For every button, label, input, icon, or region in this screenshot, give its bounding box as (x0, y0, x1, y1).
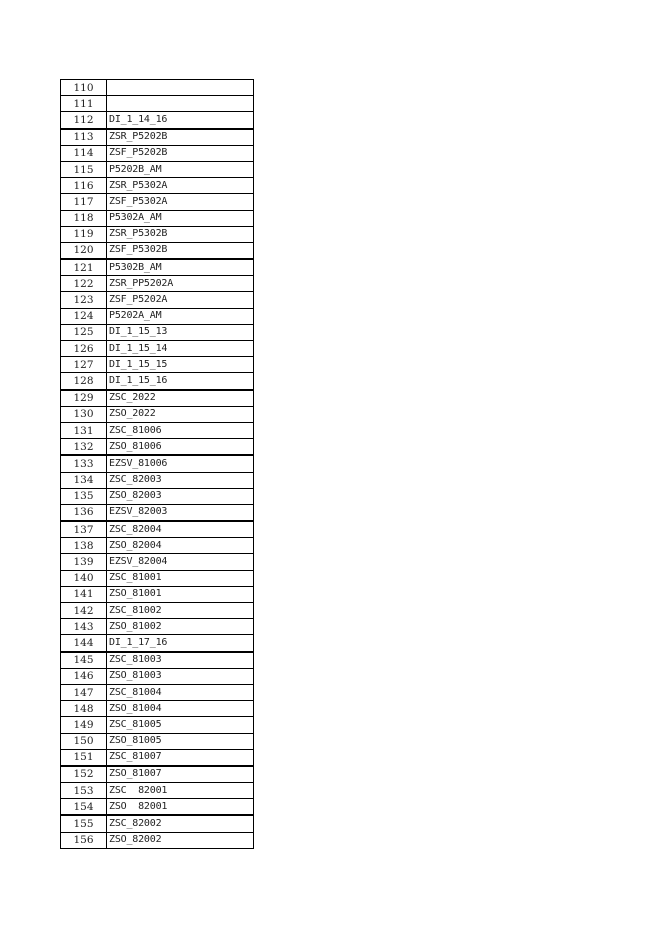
row-number-cell: 130 (61, 406, 107, 422)
table-row (61, 259, 254, 276)
tag-name-cell: ZSC_2022 (107, 390, 254, 407)
tag-name-cell: ZSO_81004 (107, 701, 254, 717)
tag-name-cell: ZSO_82004 (107, 538, 254, 554)
table-row (61, 112, 254, 129)
table-row (61, 733, 254, 749)
row-number-cell: 147 (61, 684, 107, 700)
tag-name-cell: ZSC_82002 (107, 815, 254, 832)
row-number-cell: 141 (61, 586, 107, 602)
tag-name-cell: ZSC_81006 (107, 422, 254, 438)
tag-name-cell: DI_1_15_16 (107, 373, 254, 390)
tag-name-cell: ZSC_81007 (107, 749, 254, 766)
tag-name-cell: ZSR_P5302B (107, 226, 254, 242)
table-row (61, 341, 254, 357)
row-number-cell: 156 (61, 832, 107, 848)
row-number-cell: 113 (61, 129, 107, 146)
row-number-cell: 136 (61, 504, 107, 521)
table-body (61, 80, 254, 849)
tag-name-cell: ZSF_P5202A (107, 292, 254, 308)
table-row (61, 145, 254, 161)
table-row (61, 308, 254, 324)
row-number-cell: 127 (61, 357, 107, 373)
table-row (61, 242, 254, 259)
table-row (61, 619, 254, 635)
tag-name-cell: ZSF_P5302B (107, 242, 254, 259)
tag-name-cell: DI_1_15_13 (107, 324, 254, 340)
row-number-cell: 155 (61, 815, 107, 832)
table-row (61, 586, 254, 602)
tag-name-cell (107, 80, 254, 96)
tag-name-cell: ZSO_81002 (107, 619, 254, 635)
row-number-cell: 146 (61, 668, 107, 684)
row-number-cell: 151 (61, 749, 107, 766)
row-number-cell: 133 (61, 455, 107, 472)
tag-name-cell: DI_1_14_16 (107, 112, 254, 129)
table-row (61, 554, 254, 570)
tag-name-cell: DI_1_17_16 (107, 635, 254, 652)
row-number-cell: 126 (61, 341, 107, 357)
table-row (61, 749, 254, 766)
table-row (61, 80, 254, 96)
row-number-cell: 114 (61, 145, 107, 161)
table-row (61, 210, 254, 226)
table-row (61, 178, 254, 194)
table-row (61, 373, 254, 390)
row-number-cell: 122 (61, 276, 107, 292)
tag-name-cell: ZSO_82003 (107, 488, 254, 504)
row-number-cell: 120 (61, 242, 107, 259)
tag-name-cell: ZSO_81007 (107, 766, 254, 783)
row-number-cell: 132 (61, 439, 107, 456)
tag-name-cell: P5302B_AM (107, 259, 254, 276)
row-number-cell: 154 (61, 799, 107, 816)
table-row (61, 406, 254, 422)
row-number-cell: 121 (61, 259, 107, 276)
table-row (61, 815, 254, 832)
tag-name-cell: EZSV_81006 (107, 455, 254, 472)
tag-name-cell: ZSO_81001 (107, 586, 254, 602)
row-number-cell: 124 (61, 308, 107, 324)
row-number-cell: 131 (61, 422, 107, 438)
table-row (61, 570, 254, 586)
row-number-cell: 118 (61, 210, 107, 226)
tag-name-cell: ZSO 82001 (107, 799, 254, 816)
table-row (61, 194, 254, 210)
tag-name-cell: DI_1_15_15 (107, 357, 254, 373)
row-number-cell: 119 (61, 226, 107, 242)
table-row (61, 357, 254, 373)
table-row (61, 276, 254, 292)
tag-name-cell: P5202A_AM (107, 308, 254, 324)
table-row (61, 472, 254, 488)
tag-name-cell: ZSR_P5302A (107, 178, 254, 194)
io-tag-table (60, 79, 254, 849)
tag-name-cell: ZSF_P5302A (107, 194, 254, 210)
row-number-cell: 125 (61, 324, 107, 340)
table-row (61, 521, 254, 538)
tag-name-cell: ZSC_82003 (107, 472, 254, 488)
tag-name-cell: ZSC 82001 (107, 783, 254, 799)
row-number-cell: 138 (61, 538, 107, 554)
row-number-cell: 150 (61, 733, 107, 749)
tag-name-cell: ZSC_81001 (107, 570, 254, 586)
row-number-cell: 128 (61, 373, 107, 390)
tag-name-cell: P5302A_AM (107, 210, 254, 226)
table-row (61, 422, 254, 438)
row-number-cell: 111 (61, 96, 107, 112)
tag-name-cell: ZSO_2022 (107, 406, 254, 422)
row-number-cell: 137 (61, 521, 107, 538)
table-row (61, 390, 254, 407)
table-row (61, 488, 254, 504)
table-row (61, 652, 254, 669)
tag-name-cell: ZSC_81002 (107, 603, 254, 619)
tag-name-cell: EZSV_82003 (107, 504, 254, 521)
table-row (61, 701, 254, 717)
tag-name-cell: ZSO_81003 (107, 668, 254, 684)
row-number-cell: 142 (61, 603, 107, 619)
table-row (61, 504, 254, 521)
row-number-cell: 112 (61, 112, 107, 129)
row-number-cell: 145 (61, 652, 107, 669)
tag-name-cell: ZSC_81004 (107, 684, 254, 700)
table-row (61, 292, 254, 308)
table-row (61, 226, 254, 242)
table-row (61, 129, 254, 146)
table-row (61, 635, 254, 652)
table-row (61, 766, 254, 783)
tag-name-cell: ZSC_82004 (107, 521, 254, 538)
tag-name-cell: ZSR_PP5202A (107, 276, 254, 292)
table-row (61, 161, 254, 177)
table-row (61, 799, 254, 816)
table-row (61, 783, 254, 799)
table-row (61, 717, 254, 733)
table-row (61, 668, 254, 684)
row-number-cell: 143 (61, 619, 107, 635)
table-row (61, 96, 254, 112)
tag-name-cell: ZSO_82002 (107, 832, 254, 848)
table-row (61, 684, 254, 700)
row-number-cell: 153 (61, 783, 107, 799)
tag-name-cell: ZSO_81005 (107, 733, 254, 749)
row-number-cell: 135 (61, 488, 107, 504)
tag-name-cell: ZSC_81005 (107, 717, 254, 733)
row-number-cell: 115 (61, 161, 107, 177)
row-number-cell: 117 (61, 194, 107, 210)
row-number-cell: 148 (61, 701, 107, 717)
tag-name-cell: P5202B_AM (107, 161, 254, 177)
tag-name-cell (107, 96, 254, 112)
table-row (61, 603, 254, 619)
row-number-cell: 123 (61, 292, 107, 308)
tag-name-cell: DI_1_15_14 (107, 341, 254, 357)
table-row (61, 832, 254, 848)
table-row (61, 439, 254, 456)
tag-name-cell: ZSF_P5202B (107, 145, 254, 161)
row-number-cell: 110 (61, 80, 107, 96)
row-number-cell: 149 (61, 717, 107, 733)
table-row (61, 538, 254, 554)
row-number-cell: 140 (61, 570, 107, 586)
row-number-cell: 139 (61, 554, 107, 570)
row-number-cell: 134 (61, 472, 107, 488)
table-row (61, 455, 254, 472)
row-number-cell: 116 (61, 178, 107, 194)
row-number-cell: 152 (61, 766, 107, 783)
row-number-cell: 144 (61, 635, 107, 652)
row-number-cell: 129 (61, 390, 107, 407)
tag-name-cell: EZSV_82004 (107, 554, 254, 570)
table-row (61, 324, 254, 340)
tag-name-cell: ZSR_P5202B (107, 129, 254, 146)
tag-name-cell: ZSO_81006 (107, 439, 254, 456)
tag-name-cell: ZSC_81003 (107, 652, 254, 669)
